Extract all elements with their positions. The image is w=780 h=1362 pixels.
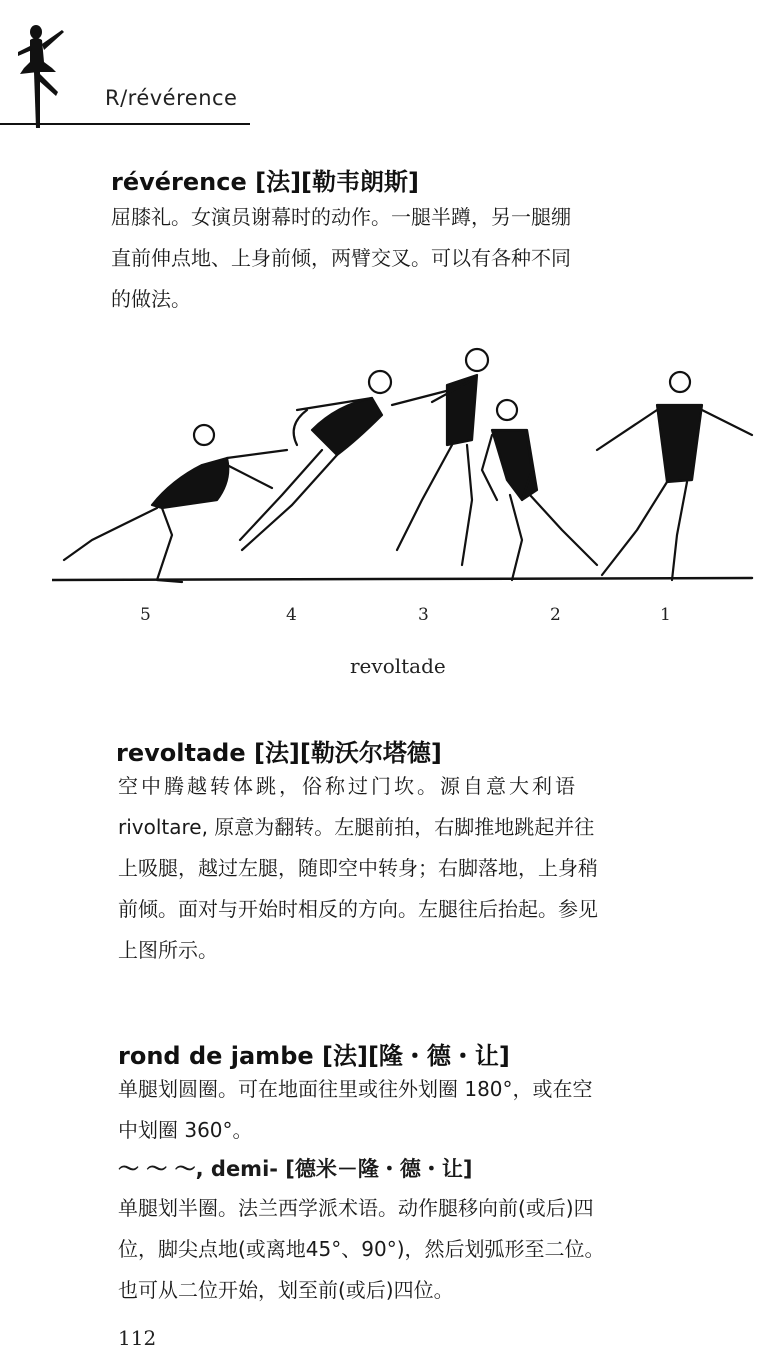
definition-line: rivoltare, 原意为翻转。左腿前拍，右脚推地跳起并往 bbox=[118, 815, 595, 839]
entry-language-tag: [法] bbox=[253, 739, 300, 767]
entry-pronunciation: [勒沃尔塔德] bbox=[299, 739, 442, 767]
page-number: 112 bbox=[118, 1326, 157, 1350]
dancer-figure-2 bbox=[482, 400, 597, 580]
running-header: R/révérence bbox=[105, 86, 238, 110]
figure-number-4: 4 bbox=[286, 605, 297, 625]
dancer-figure-4 bbox=[240, 371, 391, 550]
entry-term: revoltade bbox=[116, 739, 246, 767]
definition-line: 上吸腿，越过左腿，随即空中转身；右脚落地，上身稍 bbox=[118, 856, 598, 880]
entry-title-rond-de-jambe bbox=[118, 1036, 510, 1071]
figure-number-1: 1 bbox=[660, 605, 671, 625]
entry-definition-revoltade bbox=[118, 766, 738, 971]
figure-caption: revoltade bbox=[350, 654, 446, 678]
entry-title-reverence bbox=[111, 162, 419, 197]
dancer-figure-5 bbox=[64, 425, 287, 582]
subentry-pronunciation: [德米－隆・德・让] bbox=[285, 1157, 473, 1181]
definition-line: 屈膝礼。女演员谢幕时的动作。一腿半蹲，另一腿绷 bbox=[111, 205, 571, 229]
subentry-definition-demi bbox=[118, 1188, 738, 1311]
definition-line: 位，脚尖点地(或离地45°、90°)，然后划弧形至二位。 bbox=[118, 1237, 605, 1261]
definition-line: 空中腾越转体跳，俗称过门坎。源自意大利语 bbox=[118, 774, 578, 798]
subentry-term: ～ ～ ～, demi- bbox=[118, 1157, 278, 1181]
definition-line: 单腿划圆圈。可在地面往里或往外划圈 180°，或在空 bbox=[118, 1077, 593, 1101]
dancer-figure-1 bbox=[597, 372, 752, 580]
figure-number-3: 3 bbox=[418, 605, 429, 625]
entry-term: révérence bbox=[111, 168, 247, 196]
entry-term: rond de jambe bbox=[118, 1042, 314, 1070]
entry-language-tag: [法] bbox=[255, 168, 302, 196]
figure-number-2: 2 bbox=[550, 605, 561, 625]
entry-definition-rond-de-jambe bbox=[118, 1069, 738, 1151]
entry-title-revoltade bbox=[116, 733, 442, 768]
definition-line: 的做法。 bbox=[111, 287, 191, 311]
entry-pronunciation: [隆・德・让] bbox=[367, 1042, 510, 1070]
revoltade-illustration bbox=[52, 340, 762, 620]
definition-line: 也可从二位开始，划至前(或后)四位。 bbox=[118, 1278, 454, 1302]
definition-line: 前倾。面对与开始时相反的方向。左腿往后抬起。参见 bbox=[118, 897, 598, 921]
definition-line: 中划圈 360°。 bbox=[118, 1118, 253, 1142]
entry-language-tag: [法] bbox=[322, 1042, 368, 1070]
header-rule bbox=[0, 123, 250, 125]
figure-number-5: 5 bbox=[140, 605, 151, 625]
dancer-logo-icon bbox=[12, 18, 68, 130]
entry-definition-reverence bbox=[111, 197, 731, 320]
entry-pronunciation: [勒韦朗斯] bbox=[301, 168, 419, 196]
definition-line: 上图所示。 bbox=[118, 938, 218, 962]
definition-line: 单腿划半圈。法兰西学派术语。动作腿移向前(或后)四 bbox=[118, 1196, 594, 1220]
dancer-figure-3 bbox=[392, 349, 488, 565]
subentry-title-demi bbox=[118, 1153, 473, 1183]
definition-line: 直前伸点地、上身前倾，两臂交叉。可以有各种不同 bbox=[111, 246, 571, 270]
